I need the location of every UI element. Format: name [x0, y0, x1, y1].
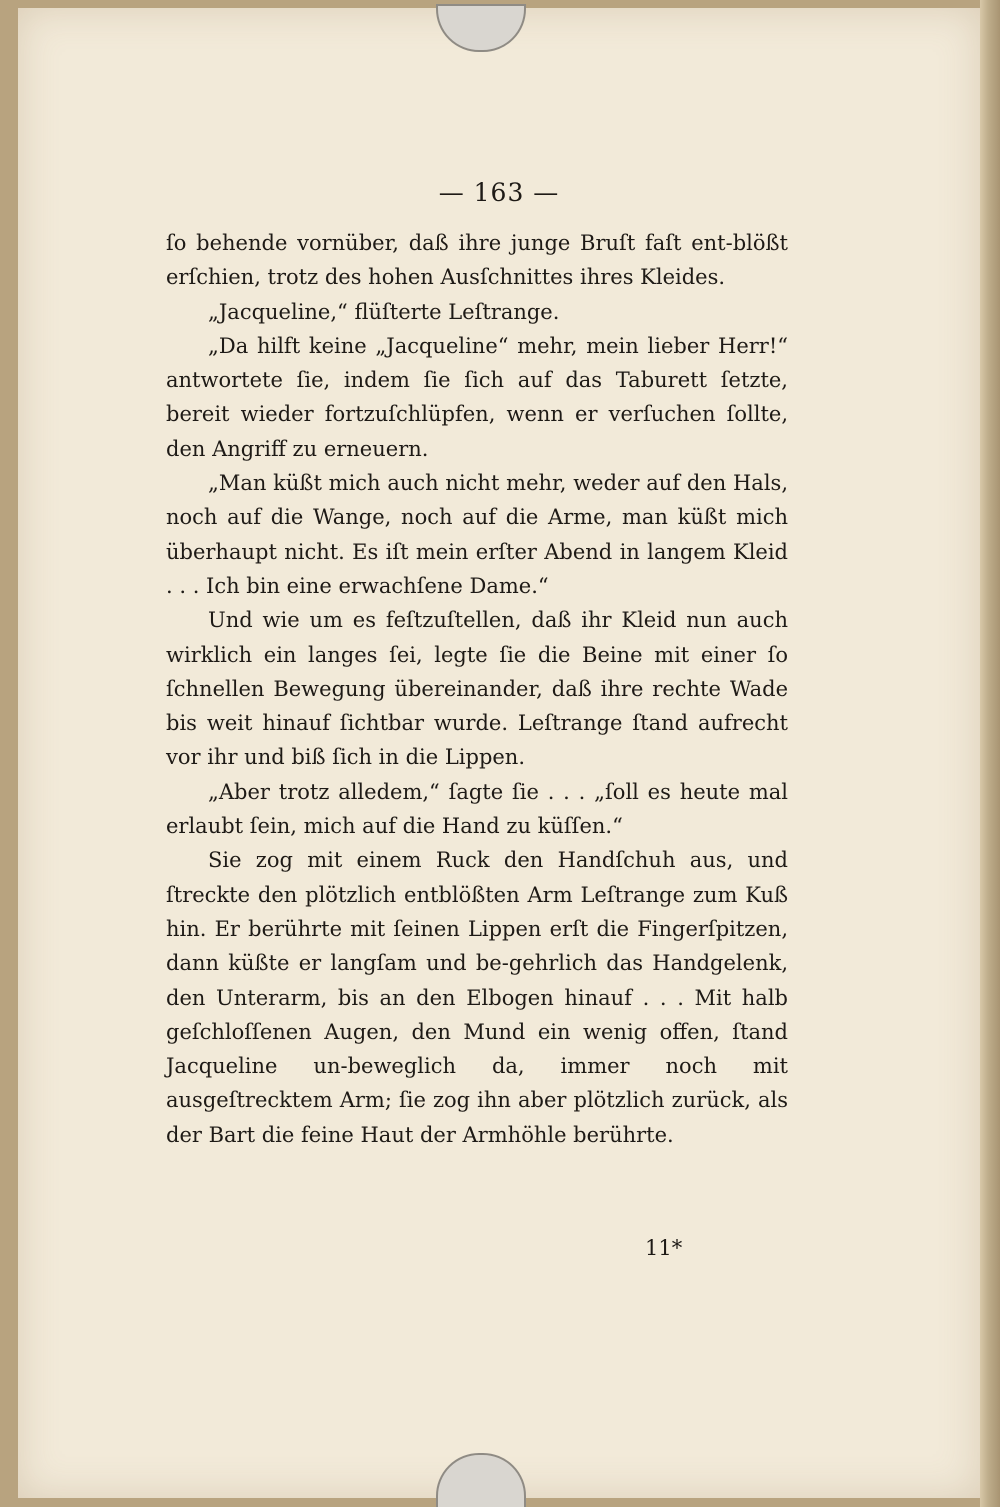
paragraph-6: „Aber trotz alledem,“ ſagte ſie . . . „ſoll es heute mal erlaubt ſein, mich auf die Hand zu küſſen.“: [166, 779, 788, 839]
paragraph-7: Sie zog mit einem Ruck den Handſchuh aus, und ſtreckte den plötzlich entblößten Arm Leſtrange zum Kuß hin. Er berührte mit ſeinen Lippen erſt die Fingerſpitzen, dann küßte er langſam und be‑gehrlich das Handgelenk, den Unterarm, bis an den Elbogen hinauf . . . Mit halb geſchloſſenen Augen, den Mund ein wenig offen, ſtand Jacqueline un‑beweglich da, immer noch mit ausgeſtrecktem Arm; ſie zog ihn aber plötzlich zurück, als der Bart die feine Haut der Armhöhle berührte.: [166, 848, 788, 1147]
book-page: [18, 8, 980, 1498]
paragraph-4: „Man küßt mich auch nicht mehr, weder auf den Hals, noch auf die Wange, noch auf die Arme, man küßt mich überhaupt nicht. Es iſt mein erſter Abend in langem Kleid . . . Ich bin eine erwachſene Dame.“: [166, 471, 788, 598]
page-number-header: — 163 —: [438, 178, 560, 207]
bottom-page-clip: [436, 1453, 526, 1507]
body-text: [166, 226, 788, 1152]
top-page-clip: [436, 4, 526, 52]
paragraph-5: Und wie um es feſtzuſtellen, daß ihr Kleid nun auch wirklich ein langes ſei, legte ſie die Beine mit einer ſo ſchnellen Bewegung übereinander, daß ihre rechte Wade bis weit hinauf ſichtbar wurde. Leſtrange ſtand aufrecht vor ihr und biß ſich in die Lippen.: [166, 608, 788, 770]
paragraph-1: ſo behende vornüber, daß ihre junge Bruſt faſt ent‑blößt erſchien, trotz des hohen Ausſchnittes ihres Kleides.: [166, 231, 788, 290]
paragraph-2: „Jacqueline,“ flüſterte Leſtrange.: [208, 299, 560, 324]
signature-mark: 11*: [645, 1236, 683, 1260]
page-stack-edge: [980, 0, 1000, 1507]
paragraph-3: „Da hilft keine „Jacqueline“ mehr, mein lieber Herr!“ antwortete ſie, indem ſie ſich auf das Taburett ſetzte, bereit wieder fortzuſchlüpfen, wenn er verſuchen ſollte, den Angriff zu erneuern.: [166, 333, 788, 461]
